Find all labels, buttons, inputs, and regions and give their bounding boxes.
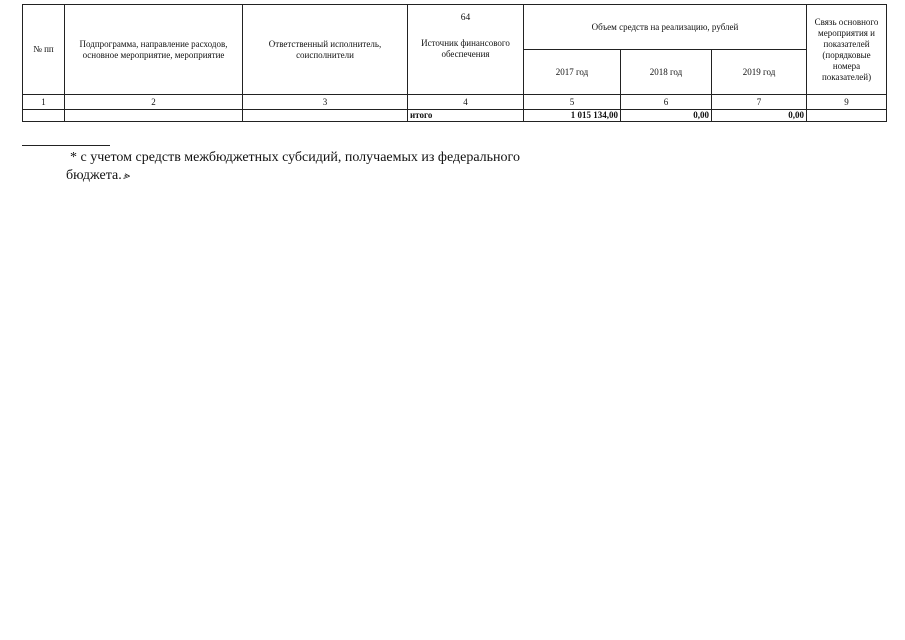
header-year-2017: 2017 год bbox=[524, 50, 621, 95]
header-row bbox=[23, 5, 887, 50]
footnote-divider bbox=[22, 145, 110, 146]
total-empty-cell bbox=[243, 110, 408, 122]
header-source: Источник финансового обеспечения bbox=[421, 38, 510, 59]
column-number-row bbox=[23, 95, 887, 110]
total-empty-cell bbox=[23, 110, 65, 122]
total-empty-cell bbox=[65, 110, 243, 122]
header-link: Связь основного мероприятия и показателей (порядковые номера показателей) bbox=[807, 5, 887, 95]
column-number: 1 bbox=[23, 95, 65, 110]
column-number: 9 bbox=[807, 95, 887, 110]
total-label: итого bbox=[408, 110, 524, 122]
footnote-line-2: бюджета. bbox=[66, 168, 122, 183]
budget-table bbox=[22, 4, 887, 122]
header-volume: Объем средств на реализацию, рублей bbox=[524, 5, 807, 50]
total-empty-cell bbox=[807, 110, 887, 122]
total-2018: 0,00 bbox=[621, 110, 712, 122]
total-2017: 1 015 134,00 bbox=[524, 110, 621, 122]
handwritten-mark-icon: ⪢ bbox=[121, 170, 133, 182]
header-year-2018: 2018 год bbox=[621, 50, 712, 95]
page-number: 64 bbox=[460, 13, 471, 23]
total-2019: 0,00 bbox=[712, 110, 807, 122]
column-number: 5 bbox=[524, 95, 621, 110]
header-year-2019: 2019 год bbox=[712, 50, 807, 95]
column-number: 6 bbox=[621, 95, 712, 110]
header-subprogram: Подпрограмма, направление расходов, основное мероприятие, мероприятие bbox=[65, 5, 243, 95]
column-number: 2 bbox=[65, 95, 243, 110]
header-source-cell bbox=[408, 5, 524, 95]
header-num: № пп bbox=[23, 5, 65, 95]
column-number: 3 bbox=[243, 95, 408, 110]
total-row bbox=[23, 110, 887, 122]
footnote-line-2-wrap bbox=[66, 167, 626, 185]
footnote-line-1: * с учетом средств межбюджетных субсидий, получаемых из федерального bbox=[70, 150, 520, 165]
footnote bbox=[66, 149, 626, 185]
column-number: 4 bbox=[408, 95, 524, 110]
column-number: 7 bbox=[712, 95, 807, 110]
header-executor: Ответственный исполнитель, соисполнители bbox=[243, 5, 408, 95]
